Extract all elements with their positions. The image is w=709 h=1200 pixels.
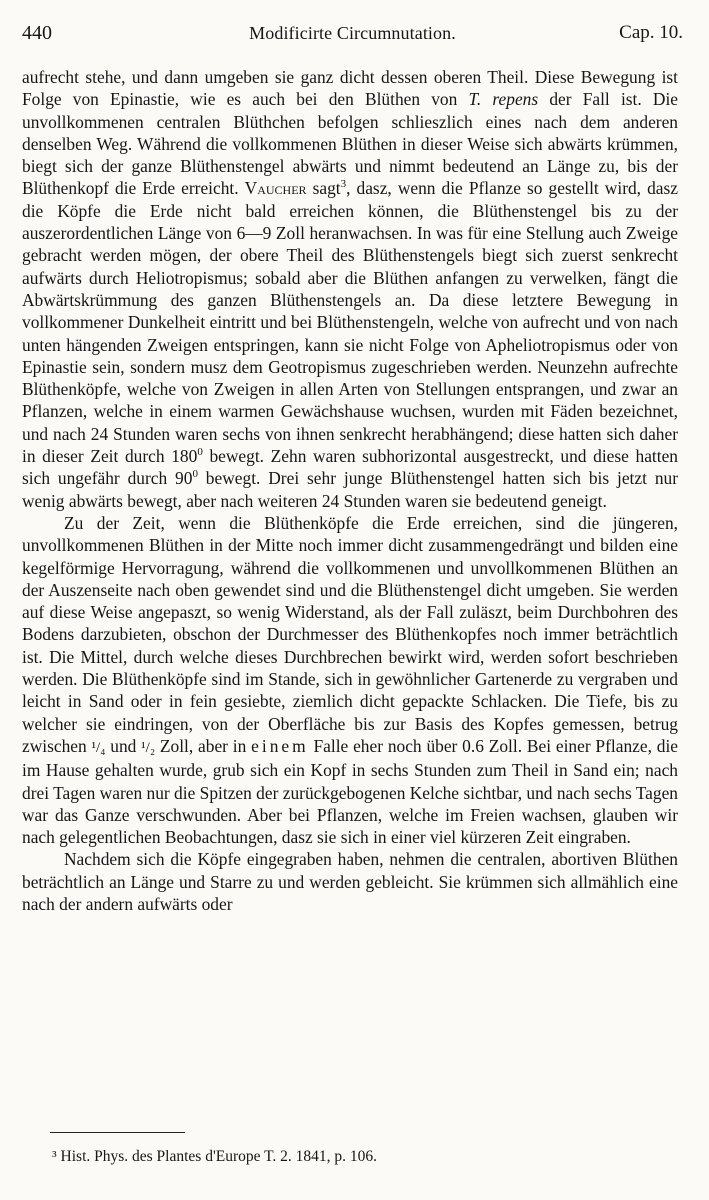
text-run: aufrecht stehe, und dann umgeben sie ganz dicht dessen oberen Theil. Diese Bewegung ist Folge von Epinastie, wie es auch bei den Blüthen von xyxy=(22,67,678,110)
author-name: Vaucher xyxy=(244,178,307,199)
text-run: bewegt. Zehn waren subhorizontal ausgestreckt, und diese hatten sich ungefähr durch xyxy=(22,446,678,489)
degree-sign: 0 xyxy=(192,468,198,481)
page-number: 440 xyxy=(22,22,52,44)
text-run: Falle eher noch über 0.6 Zoll. Bei einer Pflanze, die im Hause gehalten wurde, grub sich ein Kopf in sechs Stunden zum Theil in Sand ein; nach drei Tagen waren nur die Spitzen der zurückgebogenen Kelche sichtbar, und nach sechs Tagen war das Ganze verschwunden. Aber bei Pflanzen, welche im Freien wachsen, glauben wir nach gelegentlichen Beobachtungen, dasz sie sich in einer viel kürzeren Zeit eingraben. xyxy=(22,735,679,848)
degree-sign: 0 xyxy=(197,446,203,459)
emphasized-word: einem xyxy=(251,735,309,756)
degree-value: 180 xyxy=(171,446,198,467)
text-run: Zu der Zeit, wenn die Blüthenköpfe die Erde erreichen, sind die jüngeren, unvollkommenen Blüthen in der Mitte noch immer dicht zusammengedrängt und bilden eine kegelförmige Hervorragung, während die vollkommenen und unvollkommenen Blüthen an der Auszenseite nach oben gewendet sind und die Blüthenstengel dicht umgeben. Sie werden auf diese Weise angepaszt, so wenig Widerstand, als der Fall zuläszt, beim Durchbohren des Bodens darzubieten, obschon der Durchmesser des Blüthenkopfes noch immer beträchtlich ist. Die Mittel, durch welche dieses Durchbrechen bewirkt wird, werden sofort beschrieben werden. Die Blüthenköpfe sind im Stande, sich in gewöhnlicher Gartenerde zu vergraben und leicht in Sand oder in fein gesiebte, ziemlich dicht gepackte Schlacken. Die Tiefe, bis zu welcher sie eindringen, von der Oberfläche bis zur Basis des Kopfes gemessen, betrug zwischen xyxy=(22,512,678,756)
fraction: ¹/₄ xyxy=(91,739,106,756)
fraction: ¹/₂ xyxy=(141,739,156,756)
footnote-text: Hist. Phys. des Plantes d'Europe T. 2. 1841, p. 106. xyxy=(60,1148,378,1165)
text-run: der Fall ist. Die unvollkommenen centralen Blüthchen befolgen schlieszlich eines nach dem anderen denselben Weg. Während die vollkommenen Blüthen in dieser Weise sich abwärts krümmen, biegt sich der ganze Blüthenstengel abwärts und nimmt bedeutend an Länge zu, bis der Blüthenkopf die Erde erreicht. xyxy=(22,89,679,199)
text-run: und xyxy=(105,735,142,756)
degree-value: 90 xyxy=(175,468,193,489)
text-run: sagt xyxy=(306,178,341,199)
footnote xyxy=(52,1147,377,1167)
paragraph-1 xyxy=(22,66,678,512)
running-title: Modificirte Circumnutation. xyxy=(249,23,456,43)
text-run: bewegt. Drei sehr junge Blüthenstengel hatten sich bis jetzt nur wenig abwärts bewegt, aber nach weiteren 24 Stunden waren sie bedeutend geneigt. xyxy=(22,468,678,511)
text-run: , dasz, wenn die Pflanze so gestellt wird, dasz die Köpfe die Erde nicht bald erreichen können, die Blüthenstengel bis zu der auszerordentlichen Länge von 6—9 Zoll heranwachsen. In was für eine Stellung auch Zweige gebracht werden mögen, der obere Theil des Blüthenstengels biegt sich zuerst senkrecht aufwärts durch Heliotropismus; sobald aber die Blüthen anfangen zu verwelken, fängt die Abwärtskrümmung des ganzen Blüthenstengels an. Da diese letztere Bewegung in vollkommener Dunkelheit eintritt und bei Blüthenstengeln, welche von aufrecht und von nach unten hängenden Zweigen entspringen, kann sie nicht Folge von Apheliotropismus oder von Epinastie sein, sondern musz dem Geotropismus zugeschrieben werden. Neunzehn aufrechte Blüthenköpfe, welche von Zweigen in allen Arten von Stellungen entsprangen, und zwar an Pflanzen, welche in einem warmen Gewächshause wuchsen, wurden mit Fäden bezeichnet, und nach 24 Stunden waren sechs von ihnen senkrecht herabhängend; diese hatten sich daher in dieser Zeit durch xyxy=(22,178,678,467)
paragraph-3 xyxy=(22,848,678,915)
paragraph-2 xyxy=(22,512,678,848)
chapter-label: Cap. 10. xyxy=(619,22,683,43)
body-text xyxy=(22,66,678,915)
footnote-reference: 3 xyxy=(340,178,347,191)
footnote-marker: ³ xyxy=(52,1148,57,1165)
species-name: T. repens xyxy=(468,89,539,110)
text-run: Nachdem sich die Köpfe eingegraben haben, nehmen die centralen, abortiven Blüthen beträchtlich an Länge und Starre zu und werden gebleicht. Sie krümmen sich allmählich eine nach der andern aufwärts oder xyxy=(22,849,678,914)
footnote-rule xyxy=(50,1132,185,1133)
text-run: Zoll, aber in xyxy=(155,735,252,756)
running-header xyxy=(22,18,683,48)
